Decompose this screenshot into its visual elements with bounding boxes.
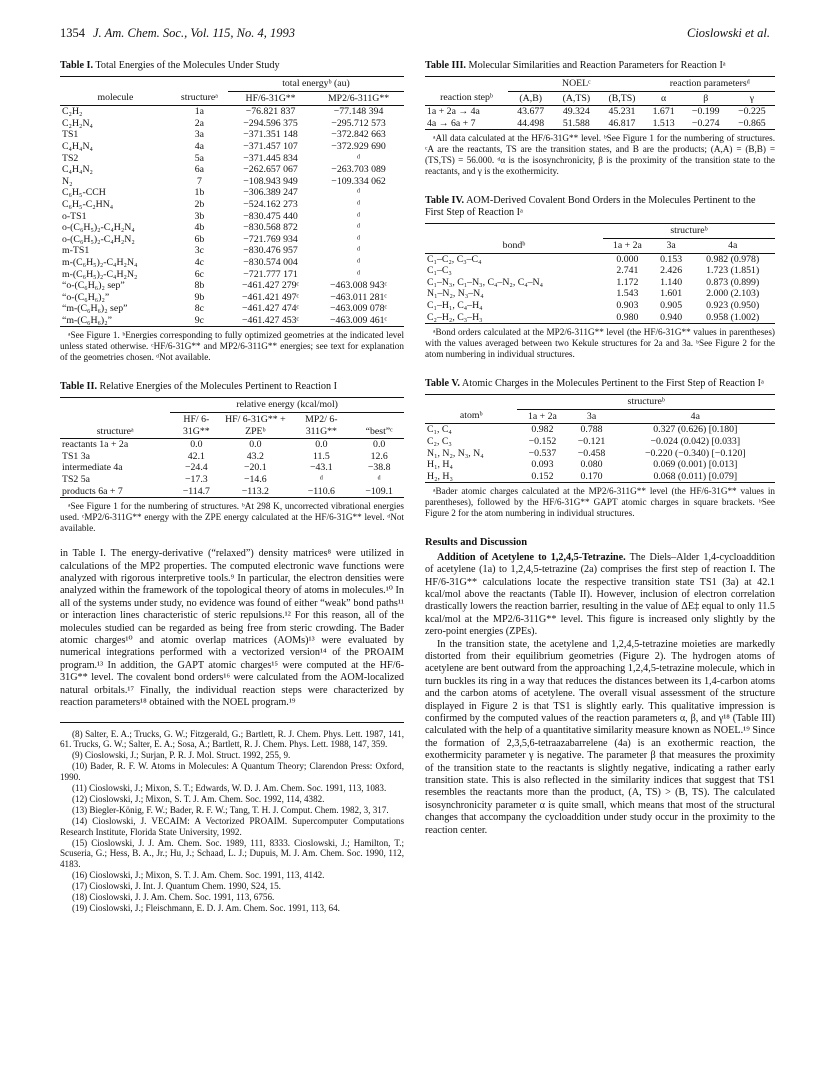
table-cell: −0.121	[577, 435, 606, 447]
table-cell: 44.498	[517, 117, 545, 129]
table-row	[425, 424, 775, 436]
table-cell: 43.2	[246, 450, 264, 462]
table-row	[60, 129, 404, 141]
section-paragraph-2: In the transition state, the acetylene and 1,2,4,5-tetrazine moieties are markedly distorted from their equilibrium geometries (Figure 2). The hydrogen atoms of acetylene are bent outward from the approaching 1,2,4,5-tetrazine molecule, which in turn buckles its ring in a way that reduces the distances between its 1,4-carbon atoms and the carbon atoms of acetylene. The overall visual assessment of the structure displayed in Figure 2 is that TS1 is slightly early. This qualitative impression is confirmed by the computed values of the reaction parameters α, β, and γ¹⁸ (Table III) calculated with the help of a quantitative similarity measure known as NOEL.¹⁹ Since the formation of 2,3,5,6-tetraazabarrelene (4a) is an exothermic reaction, the exothermicity parameter γ is negative. The parameter β that measures the proximity of the transition state to the reactants is slightly negative, indicating a rather early transition state. This is also reflected in the similarity indices that suggest that TS1 resembles the reactants more than the product, (A, TS) > (B, TS). The calculated isosynchronicity parameter α is quite small, which means that most of the structural changes that accompany the cycloaddition under study occur in the proximity to the reaction center.	[425, 638, 775, 836]
paragraph-text: The Diels–Alder 1,4-cycloaddition of acetylene (1a) to 1,2,4,5-tetrazine (2a) comprises the first step of reaction I. The HF/6-31G** calculations locate the respective transition state TS1 (3a) at 42.1 kcal/mol above the reactants (Table II). However, inclusion of electron correlation drastically lowers the reaction barrier, resulting in the value of ΔE‡ equal to only 11.5 kcal/mol at the MP2/6-311G** level. This figure is increased only slightly by the zero-point energies (ZPEs).	[425, 551, 775, 638]
table-cell: TS1	[62, 129, 79, 141]
col-header: MP2/ 6-311G**	[305, 414, 338, 437]
table-row	[60, 234, 404, 246]
table-cell: −372.929 690	[331, 140, 386, 152]
table-cell: 0.905	[660, 299, 683, 311]
table-4	[425, 195, 775, 360]
table-cell: N₁, N₂, N₃, N₄	[427, 447, 484, 459]
table-1	[60, 60, 404, 363]
table-cell: C₂, C₃	[427, 435, 452, 447]
table-cell: −461.427 474ᶜ	[242, 303, 300, 315]
table-cell: reactants 1a + 2a	[62, 439, 129, 451]
table-2-grid	[60, 397, 404, 498]
table-cell: 0.153	[660, 253, 683, 265]
table-cell: ᵈ	[357, 187, 361, 199]
col-header: HF/ 6-31G**	[183, 414, 210, 437]
table-row	[425, 265, 775, 277]
table-cell: −38.8	[367, 462, 391, 474]
running-head-authors: Cioslowski et al.	[687, 26, 770, 40]
table-cell: 8b	[194, 280, 205, 292]
page-number: 1354	[60, 26, 85, 40]
table-row	[60, 118, 404, 130]
running-head-left	[60, 26, 295, 41]
col-header: HF/6-31G**	[245, 92, 296, 104]
table-4-footnote: ᵃBond orders calculated at the MP2/6-311G** level (the HF/6-31G** values in parentheses) with the values averaged between two Kekule structures for 2a and 3a. ᵇSee Figure 2 for the atom numbering in individual structures.	[425, 327, 775, 360]
table-cell: −0.199	[691, 106, 720, 118]
col-header: 4a	[690, 410, 700, 422]
table-row	[60, 211, 404, 223]
table-cell: C₂H₂N₄	[62, 117, 93, 129]
col-header: β	[703, 92, 709, 104]
table-cell: 43.677	[517, 106, 545, 118]
table-cell: ᵈ	[357, 268, 361, 280]
col-header: 4a	[728, 239, 738, 251]
table-3-params-header: reaction parametersᵈ	[645, 77, 775, 92]
table-cell: −24.4	[185, 462, 208, 474]
table-cell: C₁–C₃	[427, 265, 452, 277]
table-row	[60, 486, 404, 498]
col-header: α	[661, 92, 667, 104]
table-cell: 4a	[194, 140, 205, 152]
table-cell: “m-(C₆H₆)₂”	[62, 314, 112, 326]
reference-item: (18) Cioslowski, J. J. Am. Chem. Soc. 1991, 113, 6756.	[72, 892, 275, 903]
table-cell: 1a	[194, 106, 205, 118]
table-cell: 0.0	[315, 439, 328, 451]
table-cell: 4c	[194, 256, 205, 268]
reference-item: (10) Bader, R. F. W. Atoms in Molecules: A Quantum Theory; Clarendon Press: Oxford, 1990.	[60, 761, 404, 783]
table-cell: 0.170	[580, 470, 603, 482]
table-1-header-row	[60, 91, 404, 106]
col-header: 1a + 2a	[612, 239, 642, 251]
table-cell: −263.703 089	[331, 164, 386, 176]
table-2-footnote: ᵃSee Figure 1 for the numbering of structures. ᵇAt 298 K, uncorrected vibrational energies used. ᶜMP2/6-311G** energy with the ZPE energy calculated at the HF/6-31G** level. ᵈNot available.	[60, 501, 404, 534]
table-cell: 51.588	[562, 117, 590, 129]
table-cell: 7	[196, 175, 202, 187]
table-cell: 45.231	[608, 106, 636, 118]
table-cell: C₁–H₁, C₄–H₄	[427, 299, 483, 311]
table-cell: 0.982	[531, 424, 554, 436]
table-cell: 2b	[194, 198, 205, 210]
table-row	[60, 257, 404, 269]
table-row	[425, 288, 775, 300]
table-cell: 0.327 (0.626) [0.180]	[653, 424, 738, 436]
table-cell: −109.1	[365, 485, 393, 497]
table-cell: −0.225	[738, 106, 766, 118]
table-2-body	[60, 439, 404, 498]
col-header: structureᵃ	[96, 425, 134, 437]
reference-item: (14) Cioslowski, J. VECAIM: A Vectorized PROAIM. Supercomputer Computations Research Institute, Florida State University, 1992.	[60, 815, 404, 837]
table-cell: 6c	[194, 268, 205, 280]
table-cell: −830.476 957	[243, 245, 298, 257]
table-cell: 3c	[194, 245, 205, 257]
table-cell: C₂–H₂, C₃–H₃	[427, 311, 483, 323]
left-column	[60, 60, 404, 914]
table-5-footnote: ᵃBader atomic charges calculated at the MP2/6-311G** level (the HF/6-31G** values in parentheses), followed by the HF/6-31G** GAPT atomic charges in square brackets. ᵇSee Figure 2 for the atom numbering in individual structures.	[425, 486, 775, 519]
table-cell: 2.426	[660, 265, 683, 277]
table-cell: C₄H₄N₂	[62, 164, 93, 176]
table-cell: 0.923 (0.950)	[706, 299, 760, 311]
table-4-grid	[425, 223, 775, 324]
table-cell: −463.008 943ᶜ	[330, 280, 388, 292]
table-row	[425, 106, 775, 118]
references	[60, 722, 404, 914]
table-cell: “m-(C₆H₆)₂ sep”	[62, 303, 128, 315]
table-1-grid	[60, 76, 404, 327]
table-cell: 49.324	[562, 106, 590, 118]
table-cell: 0.788	[580, 424, 603, 436]
table-row	[60, 315, 404, 327]
table-cell: −830.568 872	[243, 222, 298, 234]
table-cell: 11.5	[312, 450, 330, 462]
col-header: atomᵇ	[459, 410, 483, 422]
table-cell: −721.777 171	[243, 268, 298, 280]
table-cell: 0.0	[373, 439, 386, 451]
table-5-body	[425, 424, 775, 483]
table-cell: −461.421 497ᶜ	[242, 291, 300, 303]
table-cell: 0.873 (0.899)	[706, 276, 760, 288]
table-row	[425, 459, 775, 471]
table-5-group-header: structureᵇ	[517, 395, 775, 410]
table-cell: −77.148 394	[333, 106, 384, 118]
table-5-header-row	[425, 409, 775, 424]
table-row	[60, 474, 404, 486]
table-cell: 0.000	[616, 253, 639, 265]
table-row	[60, 462, 404, 474]
table-cell: −0.024 (0.042) [0.033]	[650, 435, 741, 447]
table-cell: −110.6	[307, 485, 335, 497]
table-4-header-row	[425, 238, 775, 253]
section-heading: Results and Discussion	[425, 537, 528, 549]
table-cell: 2a	[194, 117, 205, 129]
table-cell: −43.1	[310, 462, 333, 474]
table-cell: ᵈ	[319, 474, 323, 486]
table-4-caption: Table IV. AOM-Derived Covalent Bond Orders in the Molecules Pertinent to the First Step of Reaction Iᵃ	[425, 195, 756, 219]
col-header: 3a	[666, 239, 676, 251]
table-cell: 1.543	[616, 288, 639, 300]
table-row	[425, 118, 775, 130]
table-cell: 4b	[194, 222, 205, 234]
col-header: (A,B)	[519, 92, 542, 104]
table-1-caption: Table I. Total Energies of the Molecules Under Study	[60, 60, 280, 71]
table-cell: 1.671	[652, 106, 675, 118]
table-cell: −372.842 663	[331, 129, 386, 141]
table-row	[60, 292, 404, 304]
table-1-group-header: total energyᵇ (au)	[228, 77, 404, 92]
table-row	[60, 141, 404, 153]
table-cell: 2.000 (2.103)	[706, 288, 760, 300]
table-cell: ᵈ	[357, 210, 361, 222]
table-row	[60, 303, 404, 315]
table-5-caption: Table V. Atomic Charges in the Molecules Pertinent to the First Step of Reaction Iᵃ	[425, 378, 764, 390]
table-cell: ᵈ	[357, 256, 361, 268]
table-3-grid	[425, 76, 775, 130]
col-header: 3a	[586, 410, 597, 422]
table-row	[60, 199, 404, 211]
table-cell: 0.903	[616, 299, 639, 311]
table-cell: −371.445 834	[243, 152, 298, 164]
table-row	[60, 439, 404, 451]
table-row	[425, 471, 775, 483]
table-row	[425, 277, 775, 289]
table-cell: 1.140	[660, 276, 683, 288]
table-cell: −0.537	[528, 447, 557, 459]
table-cell: 0.152	[531, 470, 554, 482]
table-2	[60, 381, 404, 534]
table-cell: 12.6	[370, 450, 388, 462]
table-row	[60, 106, 404, 118]
table-4-group-header: structureᵇ	[603, 224, 775, 239]
table-cell: −524.162 273	[243, 198, 298, 210]
table-2-caption: Table II. Relative Energies of the Molecules Pertinent to Reaction I	[60, 381, 337, 393]
table-cell: TS2	[62, 152, 79, 164]
section-paragraph-1	[425, 552, 775, 639]
table-row	[60, 222, 404, 234]
table-cell: 0.940	[660, 311, 683, 323]
col-header: MP2/6-311G**	[327, 92, 390, 104]
table-row	[60, 280, 404, 292]
table-3	[425, 60, 775, 177]
table-cell: ᵈ	[377, 474, 381, 486]
table-row	[60, 164, 404, 176]
table-1-body	[60, 106, 404, 327]
table-3-footnote: ᵃAll data calculated at the HF/6-31G** level. ᵇSee Figure 1 for the numbering of structures. ᶜA are the reactants, TS are the transition states, and B are the products; (A,A) = (B,B) = (TS,TS) = 56.000. ᵈα is the isosynchronicity, β is the proximity of the transition state to the reactants, and γ is the exothermicity.	[425, 133, 775, 177]
table-cell: N₂	[62, 175, 73, 187]
table-cell: C₆H₅-CCH	[62, 187, 106, 199]
table-row	[60, 176, 404, 188]
table-cell: C₄H₄N₄	[62, 140, 93, 152]
table-cell: −0.220 (−0.340) [−0.120]	[644, 447, 746, 459]
table-cell: ᵈ	[357, 222, 361, 234]
col-header: bondᵇ	[502, 239, 526, 251]
col-header: structureᵃ	[180, 92, 218, 104]
reference-item: (15) Cioslowski, J. J. Am. Chem. Soc. 1989, 111, 8333. Cioslowski, J.; Hamilton, T.; Scuseria, G.; Hess, B. A., Jr.; Hu, J.; Schaad, L. J.; Dupuis, M. J. Am. Chem. Soc. 1990, 112, 4183.	[60, 837, 404, 870]
table-cell: products 6a + 7	[62, 485, 123, 497]
table-row	[60, 451, 404, 463]
table-cell: 46.817	[608, 117, 636, 129]
table-4-body	[425, 253, 775, 324]
reference-item: (9) Cioslowski, J.; Surjan, P. R. J. Mol. Struct. 1992, 255, 9.	[72, 750, 291, 761]
table-3-body	[425, 106, 775, 130]
table-cell: 9b	[194, 291, 205, 303]
reference-item: (19) Cioslowski, J.; Fleischmann, E. D. J. Am. Chem. Soc. 1991, 113, 64.	[72, 903, 340, 913]
table-1-footnote: ᵃSee Figure 1. ᵇEnergies corresponding to fully optimized geometries at the indicated level unless stated otherwise. ᶜHF/6-31G** and MP2/6-311G** energies; see text for explanation of the geometries chosen. ᵈNot available.	[60, 330, 404, 363]
table-cell: o-(C₆H₅)₂-C₄H₂N₄	[62, 222, 135, 234]
table-2-group-header: relative energy (kcal/mol)	[170, 398, 404, 413]
left-body-paragraph: in Table I. The energy-derivative (“relaxed”) density matrices⁸ were utilized in calculations of the MP2 properties. The computed electronic wave functions were analyzed with rigorous interpretive tools.⁹ In particular, the electron densities were analyzed within the framework of the topological theory of atoms in molecules.¹⁰ In all of the systems under study, no evidence was found of either “weak” bond paths¹¹ or interaction lines characteristic of steric repulsions.¹² For this reason, all of the molecules studied can be regarded as being free from steric crowding. The Bader atomic charges¹⁰ and atomic overlap matrices (AOMs)¹³ were evaluated by numerical integrations performed with a vectorized version¹⁴ of the PROAIM program.¹³ In addition, the GAPT atomic charges¹⁵ were computed at the HF/6-31G** level. The covalent bond orders¹⁶ were calculated from the AOM-localized natural orbitals.¹⁷ Finally, the individual reaction steps were characterized by reaction parameters¹⁸ obtained with the NOEL program.¹⁹	[60, 548, 404, 709]
table-row	[60, 153, 404, 165]
table-cell: −294.596 375	[243, 117, 298, 129]
table-cell: ᵈ	[357, 198, 361, 210]
col-header: 1a + 2a	[527, 410, 557, 422]
table-cell: −0.865	[738, 117, 766, 129]
table-cell: 1.172	[616, 276, 639, 288]
table-cell: 1.513	[652, 117, 675, 129]
table-cell: m-TS1	[62, 245, 90, 257]
table-cell: C₁, C₄	[427, 424, 452, 436]
table-cell: 0.958 (1.002)	[706, 311, 760, 323]
table-cell: ᵈ	[357, 152, 361, 164]
table-cell: H₁, H₄	[427, 459, 453, 471]
col-header: reaction stepᵇ	[440, 92, 493, 104]
col-header: (B,TS)	[608, 92, 636, 104]
table-cell: o-(C₆H₅)₂-C₄H₂N₂	[62, 233, 135, 245]
table-cell: 0.069 (0.001) [0.013]	[653, 459, 738, 471]
table-cell: C₁–C₂, C₃–C₄	[427, 253, 482, 265]
table-cell: −113.2	[241, 485, 269, 497]
table-5-grid	[425, 394, 775, 483]
table-cell: o-TS1	[62, 210, 87, 222]
table-cell: −108.943 949	[243, 175, 298, 187]
table-row	[60, 187, 404, 199]
table-cell: 0.980	[616, 311, 639, 323]
table-cell: 0.093	[531, 459, 554, 471]
table-cell: C₁–N₃, C₁–N₃, C₄–N₂, C₄–N₄	[427, 276, 544, 288]
table-cell: N₁–N₂, N₃–N₄	[427, 288, 484, 300]
table-cell: 1b	[194, 187, 205, 199]
table-cell: −76.821 837	[245, 106, 296, 118]
table-row	[425, 436, 775, 448]
table-cell: −461.427 279ᶜ	[242, 280, 300, 292]
table-cell: 0.0	[190, 439, 203, 451]
table-row	[425, 448, 775, 460]
reference-item: (11) Cioslowski, J.; Mixon, S. T.; Edwards, W. D. J. Am. Chem. Soc. 1991, 113, 1083.	[72, 783, 387, 794]
table-cell: −830.475 440	[243, 210, 298, 222]
table-cell: −830.574 004	[243, 256, 298, 268]
table-cell: m-(C₆H₅)₂-C₄H₂N₂	[62, 268, 138, 280]
table-cell: 0.982 (0.978)	[706, 253, 760, 265]
table-cell: H₂, H₃	[427, 470, 453, 482]
table-row	[425, 312, 775, 324]
col-header: “best”ᶜ	[365, 425, 393, 437]
table-cell: −14.6	[244, 474, 267, 486]
table-cell: “o-(C₆H₆)₂”	[62, 291, 110, 303]
table-cell: 1.601	[660, 288, 683, 300]
table-3-noel-header: NOELᶜ	[508, 77, 644, 92]
table-cell: −463.009 461ᶜ	[330, 314, 388, 326]
table-cell: TS2 5a	[62, 474, 91, 486]
col-header: (A,TS)	[562, 92, 591, 104]
table-cell: −463.011 281ᶜ	[330, 291, 387, 303]
table-cell: ᵈ	[357, 233, 361, 245]
reference-item: (16) Cioslowski, J.; Mixon, S. T. J. Am. Chem. Soc. 1991, 113, 4142.	[72, 870, 325, 881]
table-3-caption: Table III. Molecular Similarities and Reaction Parameters for Reaction Iᵃ	[425, 60, 726, 71]
table-5	[425, 378, 775, 519]
table-cell: 6b	[194, 233, 205, 245]
table-cell: 8c	[194, 303, 205, 315]
col-header: γ	[749, 92, 755, 104]
table-cell: 42.1	[187, 450, 205, 462]
table-cell: −17.3	[185, 474, 208, 486]
table-cell: 5a	[194, 152, 205, 164]
table-cell: −306.389 247	[243, 187, 298, 199]
table-cell: 9c	[194, 314, 205, 326]
table-cell: −262.657 067	[243, 164, 298, 176]
table-2-header-row	[60, 413, 404, 439]
journal-citation: J. Am. Chem. Soc., Vol. 115, No. 4, 1993	[93, 26, 295, 40]
reference-item: (12) Cioslowski, J.; Mixon, S. T. J. Am. Chem. Soc. 1992, 114, 4382.	[72, 793, 325, 804]
reference-item: (8) Salter, E. A.; Trucks, G. W.; Fitzgerald, G.; Bartlett, R. J. Chem. Phys. Lett. 1987, 141, 61. Trucks, G. W.; Salter, E. A.; Sosa, A.; Bartlett, R. J. Chem. Phys. Lett. 1988, 147, 359.	[60, 728, 404, 750]
table-cell: −0.274	[691, 117, 720, 129]
table-cell: 0.068 (0.011) [0.079]	[653, 470, 738, 482]
table-cell: 4a → 6a + 7	[427, 117, 476, 129]
table-cell: −20.1	[244, 462, 267, 474]
table-cell: −721.769 934	[243, 233, 298, 245]
table-cell: −114.7	[182, 485, 210, 497]
table-cell: −371.351 148	[243, 129, 298, 141]
table-cell: −0.458	[577, 447, 606, 459]
table-row	[60, 245, 404, 257]
table-cell: 0.0	[249, 439, 262, 451]
col-header: molecule	[97, 92, 134, 104]
table-cell: 3a	[194, 129, 205, 141]
table-row	[60, 269, 404, 281]
table-cell: 0.080	[580, 459, 603, 471]
right-column	[425, 60, 775, 837]
table-cell: 3b	[194, 210, 205, 222]
table-cell: “o-(C₆H₆)₂ sep”	[62, 280, 125, 292]
table-row	[425, 253, 775, 265]
table-cell: 1a + 2a → 4a	[427, 106, 480, 118]
reference-item: (13) Biegler-König, F. W.; Bader, R. F. W.; Tang, T. H. J. Comput. Chem. 1982, 3, 317.	[72, 804, 389, 815]
table-cell: 2.741	[616, 265, 639, 277]
table-cell: intermediate 4a	[62, 462, 123, 474]
table-cell: C₂H₂	[62, 106, 83, 118]
table-row	[425, 300, 775, 312]
table-cell: TS1 3a	[62, 450, 91, 462]
running-head	[60, 26, 770, 44]
table-cell: ᵈ	[357, 245, 361, 257]
table-cell: −461.427 453ᶜ	[242, 314, 300, 326]
table-cell: −109.334 062	[331, 175, 386, 187]
table-cell: 1.723 (1.851)	[706, 265, 760, 277]
table-cell: −0.152	[528, 435, 557, 447]
table-cell: C₆H₅-C₂HN₄	[62, 198, 114, 210]
table-cell: −295.712 573	[331, 117, 386, 129]
table-cell: −371.457 107	[243, 140, 298, 152]
table-cell: 6a	[194, 164, 205, 176]
table-3-header-row	[425, 91, 775, 106]
subsection-heading: Addition of Acetylene to 1,2,4,5-Tetrazine.	[437, 551, 626, 563]
col-header: HF/ 6-31G** + ZPEᵇ	[225, 414, 286, 437]
table-cell: m-(C₆H₅)₂-C₄H₂N₄	[62, 256, 138, 268]
reference-item: (17) Cioslowski, J. Int. J. Quantum Chem. 1990, S24, 15.	[72, 881, 281, 892]
table-cell: −463.009 078ᶜ	[330, 303, 388, 315]
